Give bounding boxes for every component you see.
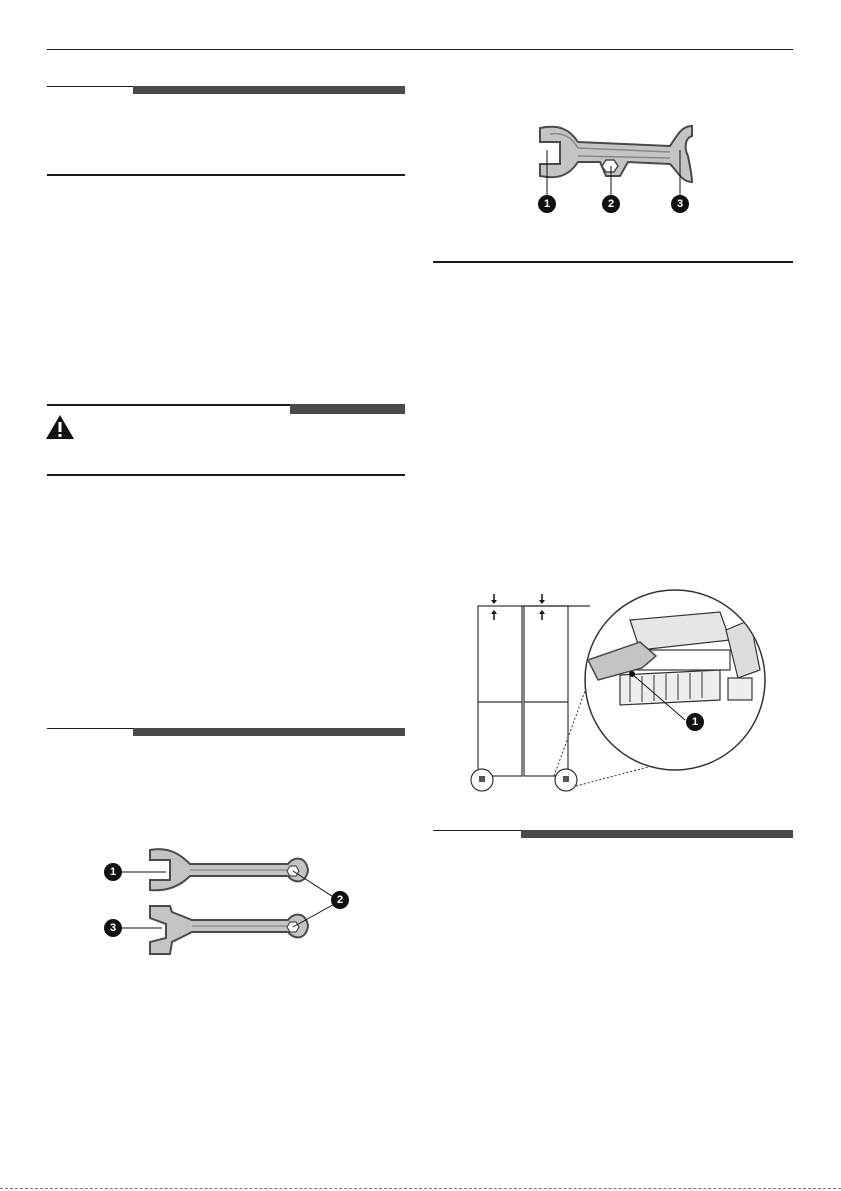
warning-triangle-icon (45, 414, 75, 440)
callout-1: 1 (104, 863, 122, 881)
callout-1: 1 (686, 713, 704, 731)
section-divider (433, 261, 793, 263)
section-tab (133, 86, 405, 94)
section-tab (521, 830, 793, 838)
refrigerator-leveling-illustration (470, 590, 770, 800)
section-divider (47, 174, 405, 176)
callout-2: 2 (331, 891, 349, 909)
section-tab (133, 728, 405, 736)
wrench-pair-illustration (110, 840, 360, 960)
callout-1: 1 (538, 195, 556, 213)
callout-3: 3 (671, 195, 689, 213)
page-bottom-crop-line (0, 1188, 841, 1189)
page-header-rule (47, 49, 793, 50)
double-ended-wrench-illustration (520, 120, 710, 190)
callout-2: 2 (602, 195, 620, 213)
warning-divider (47, 474, 405, 476)
warning-tab (290, 404, 405, 414)
callout-3: 3 (104, 919, 122, 937)
